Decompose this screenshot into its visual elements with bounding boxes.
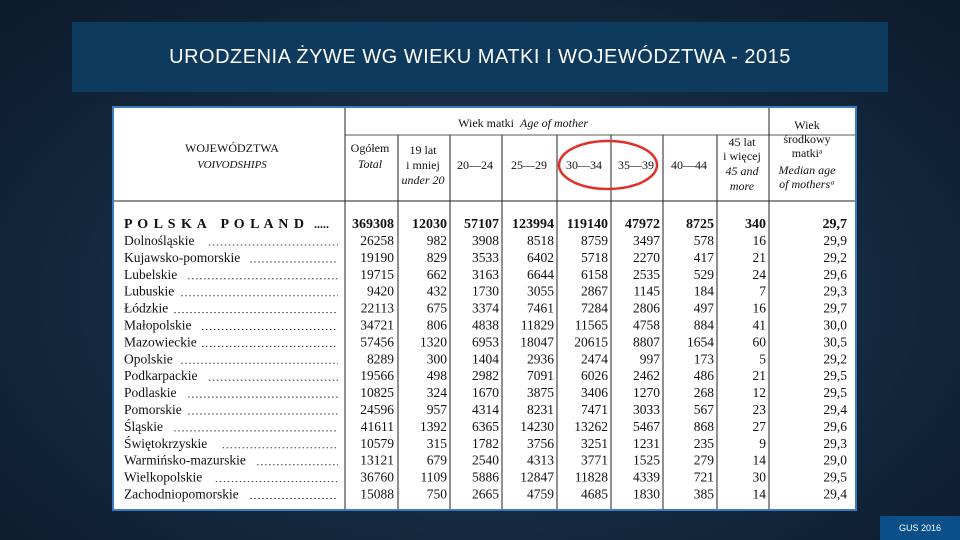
table-cell: 14 [752,452,766,468]
table-row [124,267,847,282]
table-cell: 19566 [360,368,394,384]
table-cell: 7461 [527,300,554,316]
table-cell: 5718 [581,249,608,265]
table-cell: 5886 [472,469,499,485]
header-total-en: Total [357,157,383,171]
table-cell: 20615 [574,334,608,350]
table-cell: 829 [426,249,447,265]
table-row [124,470,847,485]
region-name: Podlaskie [124,385,177,401]
table-cell: 417 [693,249,714,265]
table-cell: 16 [752,300,766,316]
table-cell: 2535 [633,266,660,282]
region-name: Lubuskie [124,283,175,299]
table-cell: 4314 [472,402,499,417]
table-cell: 1654 [687,334,714,350]
table-cell: 27 [752,418,766,434]
table-cell: 8759 [581,233,608,248]
source-tag: GUS 2016 [880,516,960,540]
table-cell: 15088 [360,486,394,502]
table-cell: 997 [639,351,660,367]
table-cell: 2867 [581,283,608,299]
table-cell: 9 [759,435,766,451]
table-cell: 5467 [633,418,660,434]
table-row [124,368,847,383]
table-cell: 12 [752,385,766,401]
table-cell: 432 [426,283,447,299]
slide-title: URODZENIA ŻYWE WG WIEKU MATKI I WOJEWÓDZTWA - 2015 [169,45,791,68]
table-cell: 19190 [360,249,394,265]
table-cell: 41611 [360,418,394,434]
table-cell: 24596 [360,402,394,417]
table-row [124,250,847,265]
header-median-line3: matkiᵃ [791,146,823,160]
table-cell: 2270 [633,249,660,265]
region-name: Zachodniopomorskie [124,486,239,502]
table-cell: 13121 [360,452,394,468]
table-cell: 29,7 [823,300,847,316]
table-cell: 679 [426,452,447,468]
table-cell: 4685 [581,486,608,502]
poland-cell-7: 340 [745,217,766,232]
table-cell: 3908 [472,233,499,248]
header-median-line4: Median age [778,163,836,177]
table-row [124,233,847,248]
table-cell: 7284 [581,300,608,316]
table-cell: 1404 [472,351,499,367]
poland-cell-4: 119140 [566,217,608,232]
table-cell: 498 [426,368,447,384]
table-cell: 29,0 [823,452,847,468]
table-cell: 23 [752,402,766,417]
region-name: Mazowieckie [124,334,197,350]
table-cell: 1231 [633,435,660,451]
table-cell: 806 [426,317,447,333]
table-cell: 2665 [472,486,499,502]
table-cell: 2806 [633,300,660,316]
table-cell: 567 [693,402,714,417]
table-cell: 21 [752,368,766,384]
table-cell: 12847 [520,469,554,485]
header-median-line1: Wiek [794,118,820,132]
table-cell: 578 [693,233,714,248]
table-cell: 1320 [420,334,447,350]
table-cell: 1145 [633,283,660,299]
table-row [124,284,847,299]
region-name: Świętokrzyskie [124,435,208,451]
table-cell: 268 [693,385,714,401]
table-cell: 3033 [633,402,660,417]
header-45plus-line2: i więcej [723,149,761,163]
header-col-30-34: 30—34 [566,158,602,172]
table-cell: 7091 [527,368,554,384]
table-row [124,453,847,468]
table-cell: 3163 [472,266,499,282]
table-cell: 235 [693,435,714,451]
table-cell: 18047 [520,334,554,350]
table-cell: 8289 [367,351,394,367]
table-cell: 11829 [520,317,554,333]
header-age-group-en: Age of mother [520,116,588,130]
region-name: Warmińsko-mazurskie [124,452,246,468]
table-cell: 884 [693,317,714,333]
table-cell: 4838 [472,317,499,333]
table-cell: 10825 [360,385,394,401]
table-cell: 34721 [360,317,394,333]
region-name: Opolskie [124,351,173,367]
table-cell: 6026 [581,368,608,384]
table-cell: 21 [752,249,766,265]
table-cell: 36760 [360,469,394,485]
table-cell: 14 [752,486,766,502]
table-cell: 1670 [472,385,499,401]
table-cell: 4313 [527,452,554,468]
region-name: Wielkopolskie [124,469,203,485]
table-cell: 10579 [360,435,394,451]
table-cell: 750 [426,486,447,502]
header-col-25-29: 25—29 [511,158,547,172]
table-cell: 3497 [633,233,660,248]
table-cell: 29,5 [823,469,847,485]
table-cell: 184 [693,283,714,299]
table-cell: 30,5 [823,334,847,350]
table-cell: 6644 [527,266,554,282]
table-cell: 29,9 [823,233,847,248]
table-cell: 957 [426,402,447,417]
table-cell: 6402 [527,249,554,265]
table-cell: 324 [426,385,447,401]
table-cell: 7471 [581,402,608,417]
region-name: Kujawsko-pomorskie [124,249,241,265]
table-cell: 29,3 [823,435,847,451]
table-cell: 486 [693,368,714,384]
table-cell: 16 [752,233,766,248]
poland-cell-3: 123994 [512,217,554,232]
region-name: Pomorskie [124,402,182,417]
header-45plus-line4: more [729,179,755,193]
table-cell: 22113 [360,300,394,316]
table-cell: 29,6 [823,266,847,282]
table-cell: 11565 [574,317,608,333]
table-cell: 60 [752,334,766,350]
birth-statistics-table [114,108,855,509]
table-row [124,301,847,316]
poland-cell-6: 8725 [686,217,714,232]
region-name: Łódzkie [124,300,169,316]
poland-cell-1: 12030 [412,217,447,232]
header-voivodships-pl: WOJEWÓDZTWA [185,141,279,155]
table-row [124,419,847,434]
header-under20-line3: under 20 [401,173,445,187]
table-cell: 1392 [420,418,447,434]
table-cell: 7 [759,283,766,299]
table-cell: 5 [759,351,766,367]
table-cell: 1782 [472,435,499,451]
table-cell: 29,3 [823,283,847,299]
header-under20-line1: 19 lat [409,143,437,157]
table-cell: 3374 [472,300,499,316]
table-cell: 1270 [633,385,660,401]
region-name: Dolnośląskie [124,233,195,248]
table-cell: 3875 [527,385,554,401]
poland-row-leader: ..... [314,217,329,231]
table-cell: 30,0 [823,317,847,333]
header-45plus-line3: 45 and [725,164,759,178]
table-cell: 29,5 [823,385,847,401]
table-cell: 57456 [360,334,394,350]
table-cell: 2936 [527,351,554,367]
table-cell: 8807 [633,334,660,350]
poland-row-label: P O L S K A P O L A N D [124,217,305,232]
table-cell: 2540 [472,452,499,468]
poland-cell-5: 47972 [625,217,660,232]
table-cell: 29,2 [823,351,847,367]
table-cell: 11828 [574,469,608,485]
header-col-20-24: 20—24 [457,158,493,172]
table-cell: 4339 [633,469,660,485]
table-cell: 2474 [581,351,608,367]
table-cell: 14230 [520,418,554,434]
table-row [124,385,847,400]
table-cell: 173 [693,351,714,367]
table-row [124,402,847,417]
table-cell: 41 [752,317,766,333]
table-cell: 1730 [472,283,499,299]
table-cell: 3771 [581,452,608,468]
table-cell: 1830 [633,486,660,502]
table-cell: 3533 [472,249,499,265]
table-cell: 982 [426,233,447,248]
region-rows [124,233,847,502]
table-cell: 675 [426,300,447,316]
region-name: Śląskie [124,418,163,434]
table-row [124,334,847,349]
table-cell: 3251 [581,435,608,451]
slide-title-bar [72,22,888,92]
table-cell: 2982 [472,368,499,384]
header-median-line2: środkowy [783,132,831,146]
table-cell: 24 [752,266,766,282]
table-cell: 3406 [581,385,608,401]
table-cell: 2462 [633,368,660,384]
table-row [124,318,847,333]
table-cell: 29,4 [823,402,847,417]
header-col-40-44: 40—44 [671,158,707,172]
table-cell: 29,5 [823,368,847,384]
header-age-group-pl: Wiek matki [458,116,514,130]
table-cell: 385 [693,486,714,502]
header-total-pl: Ogółem [350,141,390,155]
poland-cell-8: 29,7 [822,217,847,232]
table-cell: 8231 [527,402,554,417]
table-cell: 868 [693,418,714,434]
table-cell: 8518 [527,233,554,248]
table-cell: 315 [426,435,447,451]
header-voivodships-en: VOIVODSHIPS [197,159,267,171]
scanned-table-panel [112,106,857,511]
table-cell: 529 [693,266,714,282]
table-cell: 30 [752,469,766,485]
table-cell: 19715 [360,266,394,282]
poland-cell-0: 369308 [352,217,394,232]
table-cell: 6953 [472,334,499,350]
table-cell: 1525 [633,452,660,468]
table-row [124,487,847,502]
header-col-35-39: 35—39 [618,158,654,172]
table-cell: 497 [693,300,714,316]
header-median-line5: of mothersᵃ [779,177,835,191]
table-cell: 29,6 [823,418,847,434]
table-cell: 3756 [527,435,554,451]
table-cell: 721 [693,469,714,485]
table-cell: 3055 [527,283,554,299]
table-cell: 662 [426,266,447,282]
table-cell: 279 [693,452,714,468]
table-cell: 29,2 [823,249,847,265]
table-row [124,351,847,366]
table-cell: 13262 [574,418,608,434]
table-cell: 300 [426,351,447,367]
header-45plus-line1: 45 lat [728,135,756,149]
table-cell: 6365 [472,418,499,434]
poland-cell-2: 57107 [464,217,499,232]
header-under20-line2: i mniej [406,158,440,172]
poland-row-values [314,217,847,232]
table-row [124,436,847,451]
table-cell: 29,4 [823,486,847,502]
region-name: Małopolskie [124,317,192,333]
region-name: Lubelskie [124,266,178,282]
table-cell: 4759 [527,486,554,502]
table-cell: 9420 [367,283,394,299]
table-cell: 6158 [581,266,608,282]
table-cell: 1109 [420,469,447,485]
table-cell: 4758 [633,317,660,333]
table-cell: 26258 [360,233,394,248]
region-name: Podkarpackie [124,368,198,384]
